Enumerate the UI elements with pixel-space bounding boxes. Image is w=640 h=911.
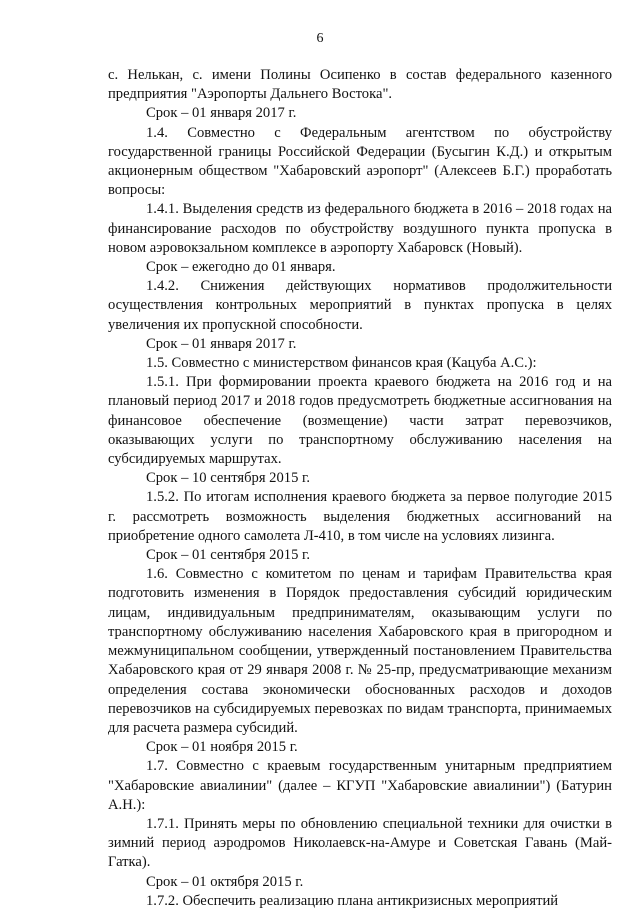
paragraph-1-4-1: 1.4.1. Выделения средств из федерального бюджета в 2016 – 2018 годах на финансирование расходов по обустройству воздушного пункта пропуска в новом аэровокзальном комплексе в аэропорту Хабаровск (Новый). — [108, 201, 612, 256]
deadline-line: Срок – 10 сентября 2015 г. — [146, 470, 311, 487]
deadline-line: Срок – 01 ноября 2015 г. — [146, 739, 298, 756]
paragraph-1-7-1: 1.7.1. Принять меры по обновлению специальной техники для очистки в зимний период аэродромов Николаевск-на-Амуре и Советская Гавань (Май-Гатка). — [108, 815, 612, 871]
deadline-line: Срок – 01 января 2017 г. — [146, 335, 297, 352]
deadline-line: Срок – ежегодно до 01 января. — [146, 259, 336, 276]
paragraph-1-5-2: 1.5.2. По итогам исполнения краевого бюджета за первое полугодие 2015 г. рассмотреть возможность выделения бюджетных ассигнований на приобретение одного самолета Л-410, в том числе на условиях лизинга. — [108, 489, 612, 544]
document-body — [108, 66, 612, 911]
paragraph-1-5-1: 1.5.1. При формировании проекта краевого бюджета на 2016 год и на плановый период 2017 и 2018 годов предусмотреть бюджетные ассигнования на финансовое обеспечение (возмещение) части затрат перевозчиков, оказывающих услуги по транспортному обслуживанию населения на субсидируемых маршрутах. — [108, 374, 612, 468]
deadline-line: Срок – 01 октября 2015 г. — [146, 873, 304, 890]
paragraph-1-6: 1.6. Совместно с комитетом по ценам и тарифам Правительства края подготовить изменения в Порядок предоставления субсидий юридическим лицам, индивидуальным предпринимателям, оказывающим услуги по транспортному обслуживанию населения Хабаровского края в пригородном и межмуниципальном сообщении, утвержденный постановлением Правительства Хабаровского края от 29 января 2008 г. № 25-пр, предусматривающие механизм определения состава экономически обоснованных расходов и доходов перевозчиков на субсидируемых перевозках по видам транспорта, принимаемых для расчета размера субсидий. — [108, 566, 612, 736]
paragraph-1-4-2: 1.4.2. Снижения действующих нормативов продолжительности осуществления контрольных мероприятий в пунктах пропуска в целях увеличения их пропускной способности. — [108, 278, 612, 333]
paragraph-continuation: с. Нелькан, с. имени Полины Осипенко в состав федерального казенного предприятия "Аэропорты Дальнего Востока". — [108, 67, 612, 103]
paragraph-1-4: 1.4. Совместно с Федеральным агентством по обустройству государственной границы Российской Федерации (Бусыгин К.Д.) и открытым акционерным обществом "Хабаровский аэропорт" (Алексеев Б.Г.) проработать вопросы: — [108, 124, 612, 199]
paragraph-1-5: 1.5. Совместно с министерством финансов края (Кацуба А.С.): — [146, 355, 537, 372]
page-number: 6 — [316, 31, 324, 46]
deadline-line: Срок – 01 сентября 2015 г. — [146, 547, 311, 564]
paragraph-1-7: 1.7. Совместно с краевым государственным унитарным предприятием "Хабаровские авиалинии" (далее – КГУП "Хабаровские авиалинии") (Батурин А.Н.): — [108, 758, 612, 813]
deadline-line: Срок – 01 января 2017 г. — [146, 105, 297, 122]
paragraph-1-7-2: 1.7.2. Обеспечить реализацию плана антикризисных мероприятий — [146, 892, 559, 909]
